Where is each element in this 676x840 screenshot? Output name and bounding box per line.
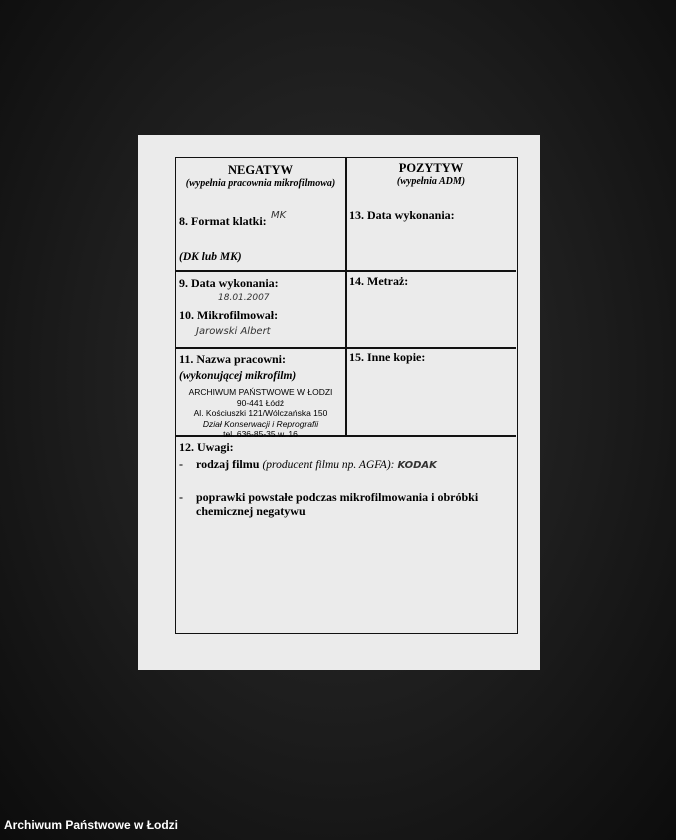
- pozytyw-subtitle: (wypełnia ADM): [396, 176, 466, 187]
- field8-hint: (DK lub MK): [179, 251, 242, 263]
- pozytyw-header: [346, 161, 516, 187]
- field10-label: 10. Mikrofilmował:: [179, 308, 279, 322]
- workshop-address: [176, 387, 345, 440]
- field15-label: 15. Inne kopie:: [349, 350, 426, 364]
- field11-label: 11. Nazwa pracowni:: [179, 352, 286, 366]
- bullet: -: [179, 457, 183, 471]
- corrections-line2: chemicznej negatywu: [196, 504, 306, 518]
- field9-label: 9. Data wykonania:: [179, 276, 279, 290]
- address-line: Al. Kościuszki 121/Wólczańska 150: [193, 408, 328, 418]
- film-type-value: KODAK: [397, 460, 437, 471]
- pozytyw-title: POZYTYW: [398, 161, 464, 175]
- negatyw-subtitle: (wypełnia pracownia mikrofilmowa): [185, 178, 336, 189]
- address-line: 90-441 Łódź: [236, 397, 285, 408]
- field9-value: 18.01.2007: [218, 293, 270, 303]
- row-divider: [176, 270, 516, 272]
- corrections-line1: poprawki powstałe podczas mikrofilmowania i obróbki: [196, 490, 479, 504]
- row-divider: [176, 347, 516, 349]
- remark-film-type: [179, 457, 437, 472]
- archive-watermark: Archiwum Państwowe w Łodzi: [4, 818, 179, 832]
- negatyw-header: [176, 163, 345, 189]
- form-table: [175, 157, 518, 634]
- film-type-label: rodzaj filmu: [196, 457, 260, 471]
- column-divider: [345, 158, 347, 436]
- microfilm-form-card: [138, 135, 540, 670]
- address-line: tel. 636-85-35 w. 16: [223, 429, 298, 439]
- field8-value: MK: [271, 210, 287, 221]
- field10-value: Jarowski Albert: [196, 326, 271, 337]
- remark-corrections: [179, 490, 478, 518]
- film-type-hint: (producent filmu np. AGFA):: [262, 459, 395, 471]
- field8-label: 8. Format klatki:: [179, 214, 267, 228]
- field12-label: 12. Uwagi:: [179, 440, 234, 454]
- field13-label: 13. Data wykonania:: [349, 208, 455, 222]
- field14-label: 14. Metraż:: [349, 274, 409, 288]
- bullet: -: [179, 490, 183, 504]
- address-line: ARCHIWUM PAŃSTWOWE W ŁODZI: [188, 387, 333, 397]
- address-line: Dział Konserwacji i Reprografii: [202, 418, 319, 429]
- field11-hint: (wykonującej mikrofilm): [179, 370, 297, 382]
- negatyw-title: NEGATYW: [227, 163, 294, 177]
